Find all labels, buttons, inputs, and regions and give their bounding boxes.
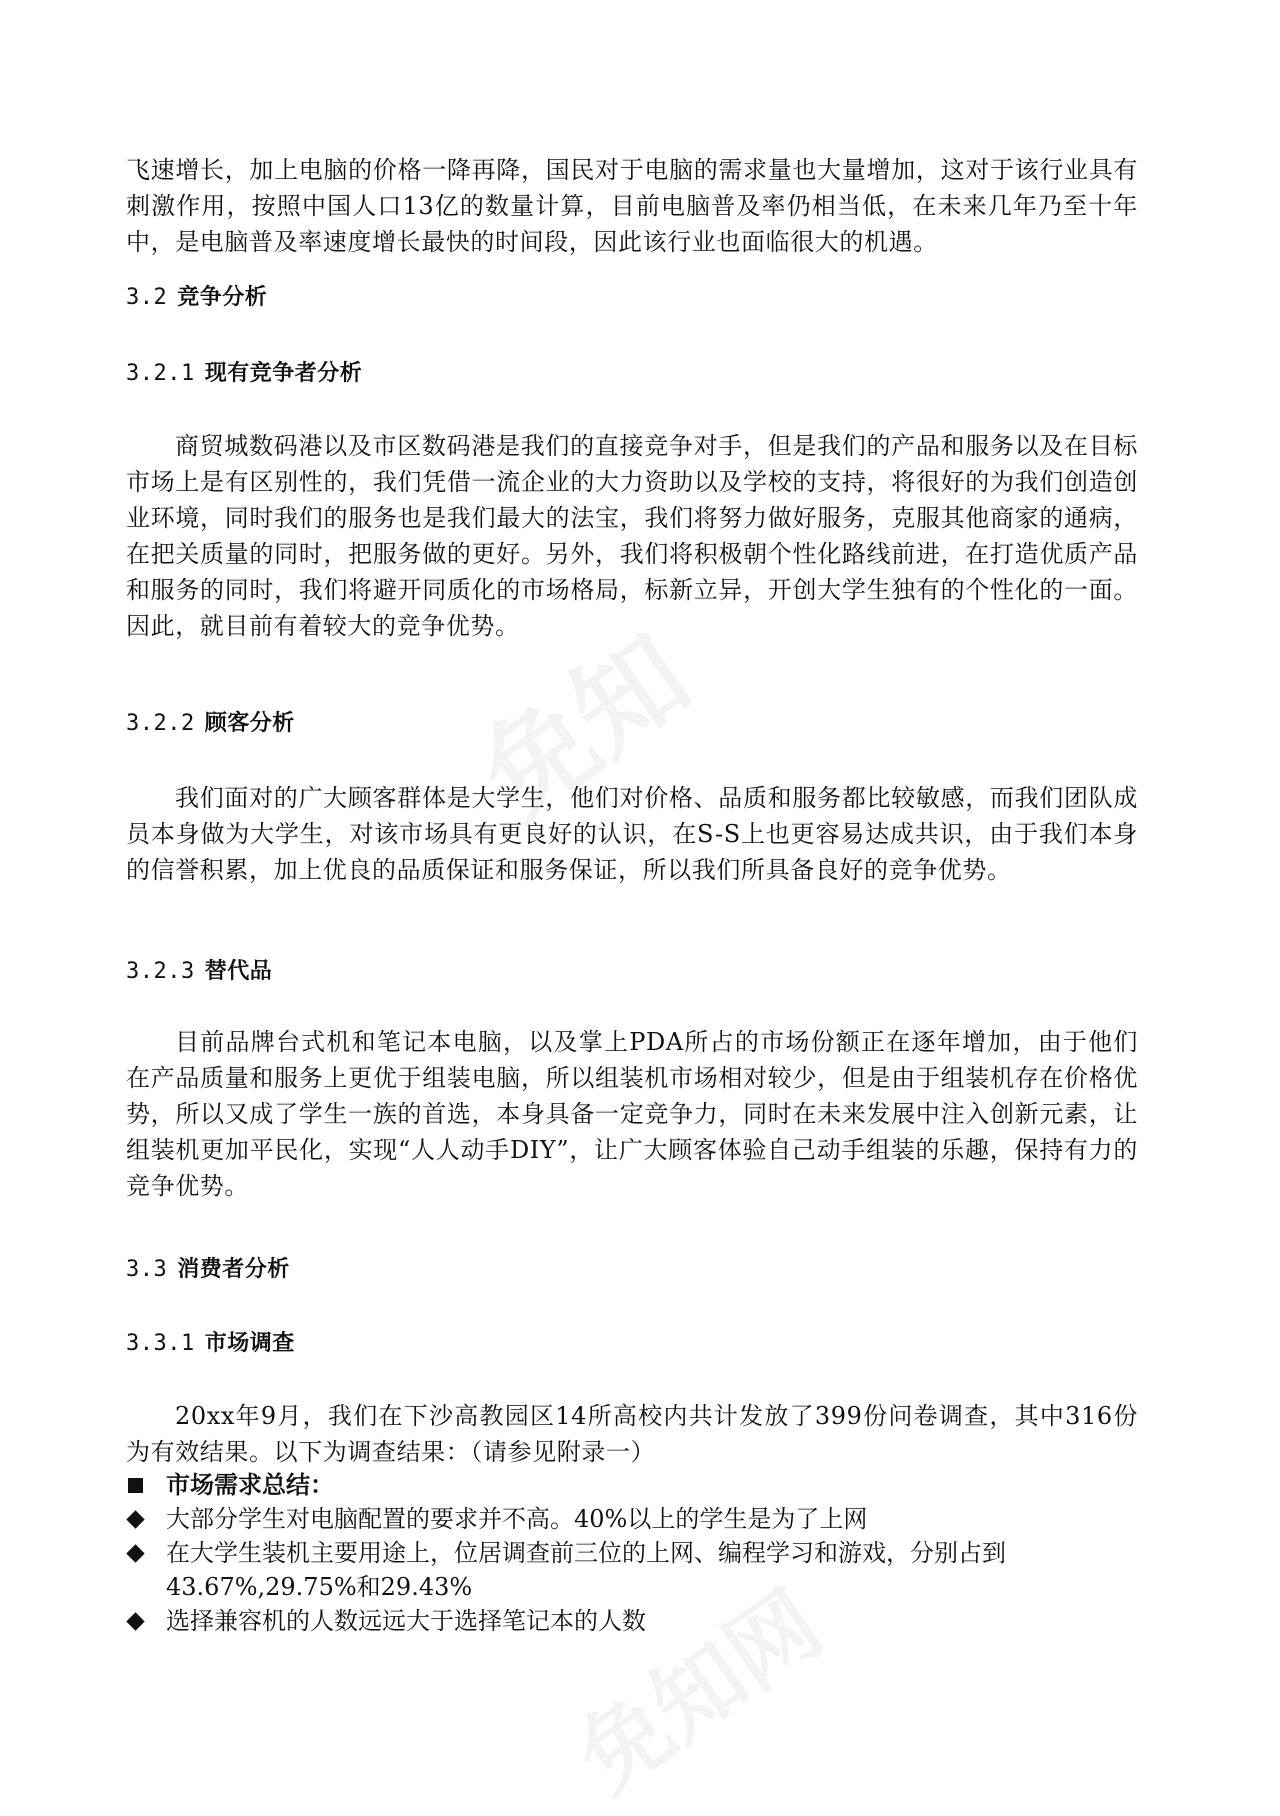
- section-title: 现有竞争者分析: [204, 360, 363, 386]
- section-title: 市场调查: [204, 1330, 295, 1356]
- summary-heading-text: 市场需求总结：: [166, 1470, 334, 1499]
- section-3-2-2-paragraph: 我们面对的广大顾客群体是大学生，他们对价格、品质和服务都比较敏感，而我们团队成员本身做为大学生，对该市场具有更良好的认识，在S-S上也更容易达成共识，由于我们本身的信誉积累，加上优良的品质保证和服务保证，所以我们所具备良好的竞争优势。: [126, 784, 1138, 884]
- section-number: 3.2.3: [126, 959, 195, 984]
- watermark-upper: 免知: [458, 610, 712, 842]
- watermark-lower: 免知网: [559, 1571, 841, 1813]
- diamond-bullet-icon: [126, 1510, 144, 1528]
- diamond-bullet-icon: [126, 1544, 144, 1562]
- section-number: 3.2.1: [126, 361, 195, 386]
- square-bullet-icon: [128, 1478, 143, 1493]
- summary-list-item: [126, 1502, 1138, 1536]
- section-3-2-2-heading: [126, 708, 295, 739]
- summary-list-item: [126, 1604, 1138, 1638]
- summary-heading: [126, 1468, 1138, 1502]
- section-3-3-1-paragraph: 20xx年9月，我们在下沙高教园区14所高校内共计发放了399份问卷调查，其中316份为有效结果。以下为调查结果：（请参见附录一）: [126, 1402, 1138, 1466]
- section-title: 竞争分析: [177, 284, 268, 310]
- section-3-2-heading: [126, 282, 267, 313]
- section-number: 3.2.2: [126, 711, 195, 736]
- summary-list-item: [126, 1536, 1138, 1604]
- section-title: 替代品: [204, 958, 273, 984]
- section-number: 3.3.1: [126, 1331, 195, 1356]
- section-3-2-3-heading: [126, 956, 272, 987]
- section-3-3-1-heading: [126, 1328, 295, 1359]
- section-number: 3.3: [126, 1257, 168, 1282]
- section-3-2-1-heading: [126, 358, 362, 389]
- section-title: 消费者分析: [177, 1256, 290, 1282]
- list-item-text: 大部分学生对电脑配置的要求并不高。40%以上的学生是为了上网: [166, 1505, 868, 1533]
- intro-paragraph: 飞速增长，加上电脑的价格一降再降，国民对于电脑的需求量也大量增加，这对于该行业具有刺激作用，按照中国人口13亿的数量计算，目前电脑普及率仍相当低，在未来几年乃至十年中，是电脑普及率速度增长最快的时间段，因此该行业也面临很大的机遇。: [126, 156, 1138, 256]
- section-3-2-1-paragraph: 商贸城数码港以及市区数码港是我们的直接竞争对手，但是我们的产品和服务以及在目标市场上是有区别性的，我们凭借一流企业的大力资助以及学校的支持，将很好的为我们创造创业环境，同时我们的服务也是我们最大的法宝，我们将努力做好服务，克服其他商家的通病，在把关质量的同时，把服务做的更好。另外，我们将积极朝个性化路线前进，在打造优质产品和服务的同时，我们将避开同质化的市场格局，标新立异，开创大学生独有的个性化的一面。因此，就目前有着较大的竞争优势。: [126, 432, 1138, 640]
- section-number: 3.2: [126, 285, 168, 310]
- diamond-bullet-icon: [126, 1612, 144, 1630]
- section-3-2-3-paragraph: 目前品牌台式机和笔记本电脑，以及掌上PDA所占的市场份额正在逐年增加，由于他们在产品质量和服务上更优于组装电脑，所以组装机市场相对较少，但是由于组装机存在价格优势，所以又成了学生一族的首选，本身具备一定竞争力，同时在未来发展中注入创新元素，让组装机更加平民化，实现“人人动手DIY”，让广大顾客体验自己动手组装的乐趣，保持有力的竞争优势。: [126, 1028, 1138, 1200]
- list-item-text: 在大学生装机主要用途上，位居调查前三位的上网、编程学习和游戏，分别占到43.67%,29.75%和29.43%: [166, 1539, 1006, 1601]
- section-title: 顾客分析: [204, 710, 295, 736]
- section-3-3-heading: [126, 1254, 290, 1285]
- list-item-text: 选择兼容机的人数远远大于选择笔记本的人数: [166, 1607, 646, 1635]
